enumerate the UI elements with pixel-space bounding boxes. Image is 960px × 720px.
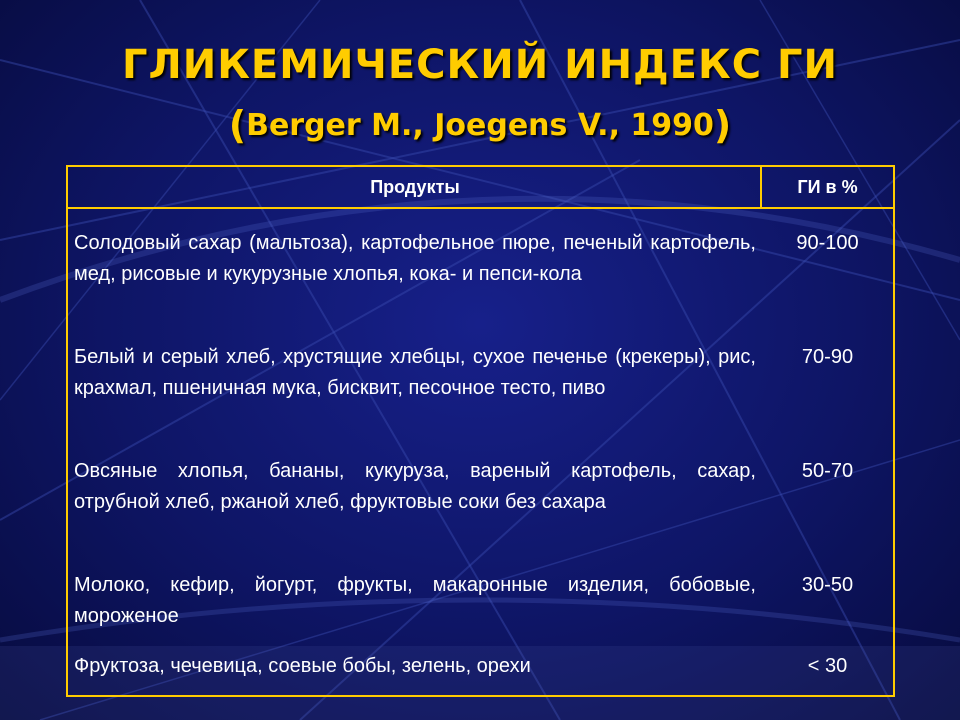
row-gi: 70-90 bbox=[801, 346, 854, 368]
close-paren: ) bbox=[713, 103, 732, 147]
row-gi: 30-50 bbox=[801, 574, 854, 596]
row-products: Фруктоза, чечевица, соевые бобы, зелень, орехи bbox=[74, 655, 531, 677]
header-gi: ГИ в % bbox=[797, 177, 858, 197]
row-gi: < 30 bbox=[807, 655, 848, 677]
page-subtitle bbox=[0, 100, 960, 147]
gi-table bbox=[66, 165, 895, 697]
row-gi: 90-100 bbox=[796, 232, 859, 254]
table-header bbox=[68, 167, 893, 209]
page-title: ГЛИКЕМИЧЕСКИЙ ИНДЕКС ГИ bbox=[122, 42, 838, 88]
row-products: Молоко, кефир, йогурт, фрукты, макаронные изделия, бобовые, мороженое bbox=[74, 574, 756, 627]
citation: Berger M., Joegens V., 1990 bbox=[246, 108, 714, 143]
header-products: Продукты bbox=[370, 177, 460, 197]
open-paren: ( bbox=[228, 103, 247, 147]
row-products: Солодовый сахар (мальтоза), картофельное пюре, печеный картофель, мед, рисовые и кукурузные хлопья, кока- и пепси-кола bbox=[74, 232, 756, 285]
row-products: Овсяные хлопья, бананы, кукуруза, вареный картофель, сахар, отрубной хлеб, ржаной хлеб, фруктовые соки без сахара bbox=[74, 460, 756, 513]
row-products: Белый и серый хлеб, хрустящие хлебцы, сухое печенье (крекеры), рис, крахмал, пшеничная мука, бисквит, песочное тесто, пиво bbox=[74, 346, 756, 399]
row-gi: 50-70 bbox=[801, 460, 854, 482]
